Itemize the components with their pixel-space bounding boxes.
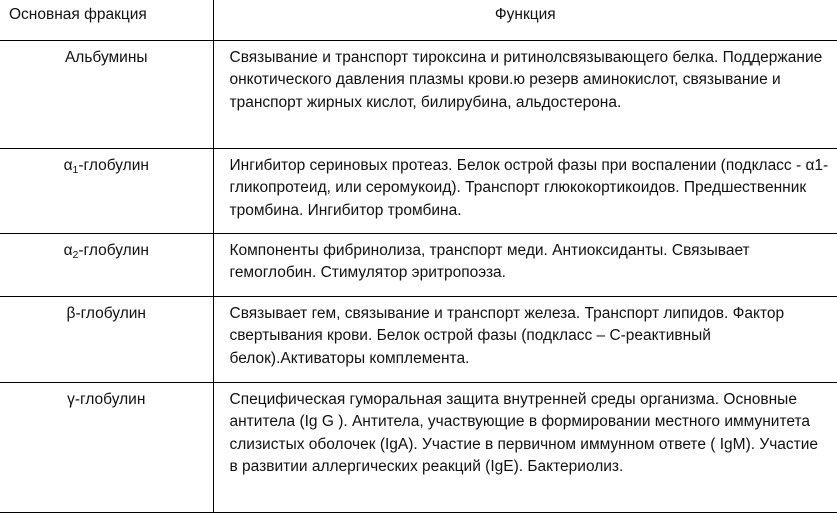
function-beta-globulin: Связывает гем, связывание и транспорт железа. Транспорт липидов. Фактор свертывания крови. Белок острой фазы (подкласс – С-реактивный белок).Активаторы комплемента. — [213, 296, 837, 382]
fraction-alpha2-prefix: α — [63, 241, 73, 259]
table-row — [0, 296, 837, 382]
function-albumins: Связывание и транспорт тироксина и ритинолсвязывающего белка. Поддержание онкотического давления плазмы крови.ю резерв аминокислот, связывание и транспорт жирных кислот, билирубина, альдостерона. — [213, 40, 837, 148]
fraction-alpha1-subscript: 1 — [72, 163, 79, 176]
table-row — [0, 40, 837, 148]
fraction-alpha2-subscript: 2 — [72, 248, 79, 261]
fraction-beta-globulin: β-глобулин — [0, 296, 213, 382]
table-row — [0, 233, 837, 296]
table-row — [0, 148, 837, 233]
table-row — [0, 382, 837, 512]
fraction-albumins: Альбумины — [0, 40, 213, 148]
fraction-alpha1-globulin — [0, 148, 213, 233]
table-header-row — [0, 0, 837, 40]
fraction-alpha2-suffix: -глобулин — [78, 241, 149, 259]
fraction-alpha1-suffix: -глобулин — [78, 156, 149, 174]
header-function: Функция — [213, 0, 837, 40]
header-fraction: Основная фракция — [0, 0, 213, 40]
function-alpha1-globulin: Ингибитор сериновых протеаз. Белок острой фазы при воспалении (подкласс - α1-гликопротеид, или серомукоид). Транспорт глюкокортикоидов. Предшественник тромбина. Ингибитор тромбина. — [213, 148, 837, 233]
function-gamma-globulin: Специфическая гуморальная защита внутренней среды организма. Основные антитела (Ig G ). Антитела, участвующие в формировании местного иммунитета слизистых оболочек (IgA). Участие в первичном иммунном ответе ( IgM). Участие в развитии аллергических реакций (IgE). Бактериолиз. — [213, 382, 837, 512]
function-alpha2-globulin: Компоненты фибринолиза, транспорт меди. Антиоксиданты. Связывает гемоглобин. Стимулятор эритропоэза. — [213, 233, 837, 296]
fraction-alpha1-prefix: α — [63, 156, 73, 174]
fraction-alpha2-globulin — [0, 233, 213, 296]
fraction-gamma-globulin: γ-глобулин — [0, 382, 213, 512]
